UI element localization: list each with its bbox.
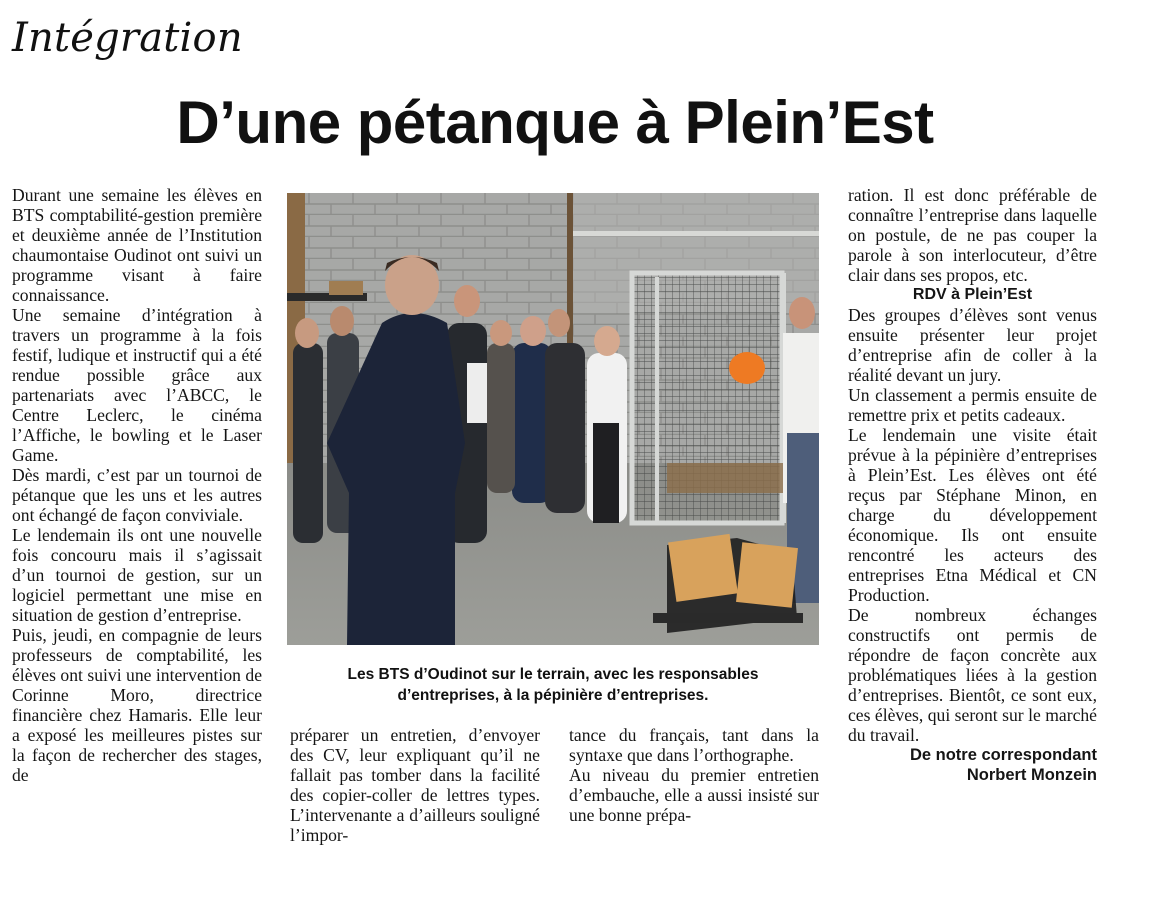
paragraph: De nombreux échanges constructifs ont permis de répondre de façon concrète aux problématiques liées à la gestion d’entreprises. Bientôt, ce sont eux, ces élèves, qui seront sur le marché du travail. [848, 605, 1097, 745]
article-headline: D’une pétanque à Plein’Est [176, 89, 934, 156]
text-column-2 [290, 725, 540, 845]
paragraph: préparer un entretien, d’envoyer des CV, leur expliquant qu’il ne fallait pas tomber dans la facilité des copier-coller de lettres types. L’intervenante a d’ailleurs souligné l’impor- [290, 725, 540, 845]
section-rubric: Intégration [12, 15, 243, 61]
paragraph: Durant une semaine les élèves en BTS comptabilité-gestion première et deuxième année de l’Institution chaumontaise Oudinot ont suivi un programme visant à faire connaissance. [12, 185, 262, 305]
paragraph: Le lendemain ils ont une nouvelle fois concouru mais il s’agissait d’un tournoi de gestion, sur un logiciel permettant une mise en situation de gestion d’entreprise. [12, 525, 262, 625]
paragraph: ration. Il est donc préférable de connaître l’entreprise dans laquelle on postule, de ne pas couper la parole à son interlocuteur, d’être clair dans ses propos, etc. [848, 185, 1097, 285]
paragraph: Des groupes d’élèves sont venus ensuite présenter leur projet d’entreprise afin de coller à la réalité devant un jury. [848, 305, 1097, 385]
text-column-4 [848, 185, 1097, 785]
text-column-3 [569, 725, 819, 825]
author-signature-line2: Norbert Monzein [966, 766, 1097, 784]
caption-line: Les BTS d’Oudinot sur le terrain, avec les responsables [347, 666, 759, 683]
article-photo [287, 193, 819, 645]
text-column-1 [12, 185, 262, 785]
paragraph: Le lendemain une visite était prévue à la pépinière d’entreprises à Plein’Est. Les élèves ont été reçus par Stéphane Minon, en charge du développement économique. Ils ont ensuite rencontré les acteurs des entreprises Etna Médical et CN Production. [848, 425, 1097, 605]
paragraph: Au niveau du premier entretien d’embauche, elle a aussi insisté sur une bonne prépa- [569, 765, 819, 825]
author-signature-line1: De notre correspondant [909, 746, 1097, 764]
paragraph: Une semaine d’intégration à travers un programme à la fois festif, ludique et instructif qui a été rendue possible grâce aux partenariats avec l’ABCC, le Centre Leclerc, le cinéma l’Affiche, le bowling et le Laser Game. [12, 305, 262, 465]
photo-caption [287, 664, 819, 706]
paragraph: tance du français, tant dans la syntaxe que dans l’orthographe. [569, 725, 819, 765]
section-subhead: RDV à Plein’Est [912, 286, 1033, 303]
paragraph: Dès mardi, c’est par un tournoi de pétanque que les uns et les autres ont échangé de façon conviviale. [12, 465, 262, 525]
paragraph: Puis, jeudi, en compagnie de leurs professeurs de comptabilité, les élèves ont suivi une intervention de Corinne Moro, directrice financière chez Hamaris. Elle leur a exposé les meilleures pistes sur la façon de rechercher des stages, de [12, 625, 262, 785]
paragraph: Un classement a permis ensuite de remettre prix et petits cadeaux. [848, 385, 1097, 425]
caption-line: d’entreprises, à la pépinière d’entreprises. [397, 687, 709, 704]
